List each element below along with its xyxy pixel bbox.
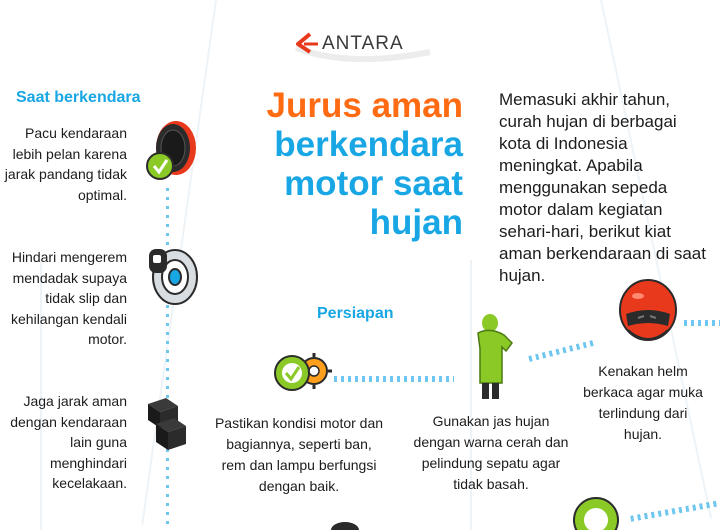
helmet-icon bbox=[616, 280, 680, 352]
brake-disc-icon bbox=[143, 245, 201, 307]
intro-paragraph: Memasuki akhir tahun, curah hujan di berbagai kota di Indonesia meningkat. Apabila menggunakan sepeda motor dalam kegiatan sehari-hari, berikut kiat aman berkendaraan di saat hujan. bbox=[499, 90, 706, 285]
tip-slow-down: Pacu kendaraan lebih pelan karena jarak pandang tidak optimal. bbox=[4, 125, 127, 203]
step-check-motor: Pastikan kondisi motor dan bagiannya, seperti ban, rem dan lampu berfungsi dengan baik. bbox=[214, 415, 384, 494]
speedometer-icon bbox=[138, 116, 198, 188]
headline-line-1: Jurus aman bbox=[266, 86, 463, 125]
headline-line-3: motor saat bbox=[284, 164, 463, 203]
path-dashes bbox=[684, 320, 720, 326]
step-raincoat: Gunakan jas hujan dengan warna cerah dan pelindung sepatu agar tidak basah. bbox=[413, 413, 569, 492]
section-title-preparation: Persiapan bbox=[317, 305, 394, 322]
path-dashes bbox=[630, 500, 720, 522]
raincoat-person-icon bbox=[468, 313, 524, 403]
tip-no-sudden-brake: Hindari mengerem mendadak supaya tidak slip dan kehilangan kendali motor. bbox=[11, 249, 127, 347]
headline-line-4: hujan bbox=[369, 203, 463, 242]
distance-blocks-icon bbox=[140, 398, 192, 456]
path-dashes bbox=[334, 376, 454, 382]
partial-icon bbox=[566, 490, 626, 530]
section-title-riding: Saat berkendara bbox=[16, 89, 141, 106]
headline-line-2: berkendara bbox=[274, 125, 463, 164]
step-helmet: Kenakan helm berkaca agar muka terlindung dari hujan. bbox=[583, 363, 703, 442]
timeline-dashes bbox=[166, 188, 169, 530]
logo-text: ANTARA bbox=[322, 33, 404, 54]
gear-check-icon bbox=[270, 343, 332, 401]
tip-safe-distance: Jaga jarak aman dengan kendaraan lain guna menghindari kecelakaan. bbox=[10, 393, 127, 491]
partial-icon bbox=[330, 520, 360, 530]
path-dashes bbox=[528, 340, 593, 362]
headline bbox=[225, 86, 463, 242]
